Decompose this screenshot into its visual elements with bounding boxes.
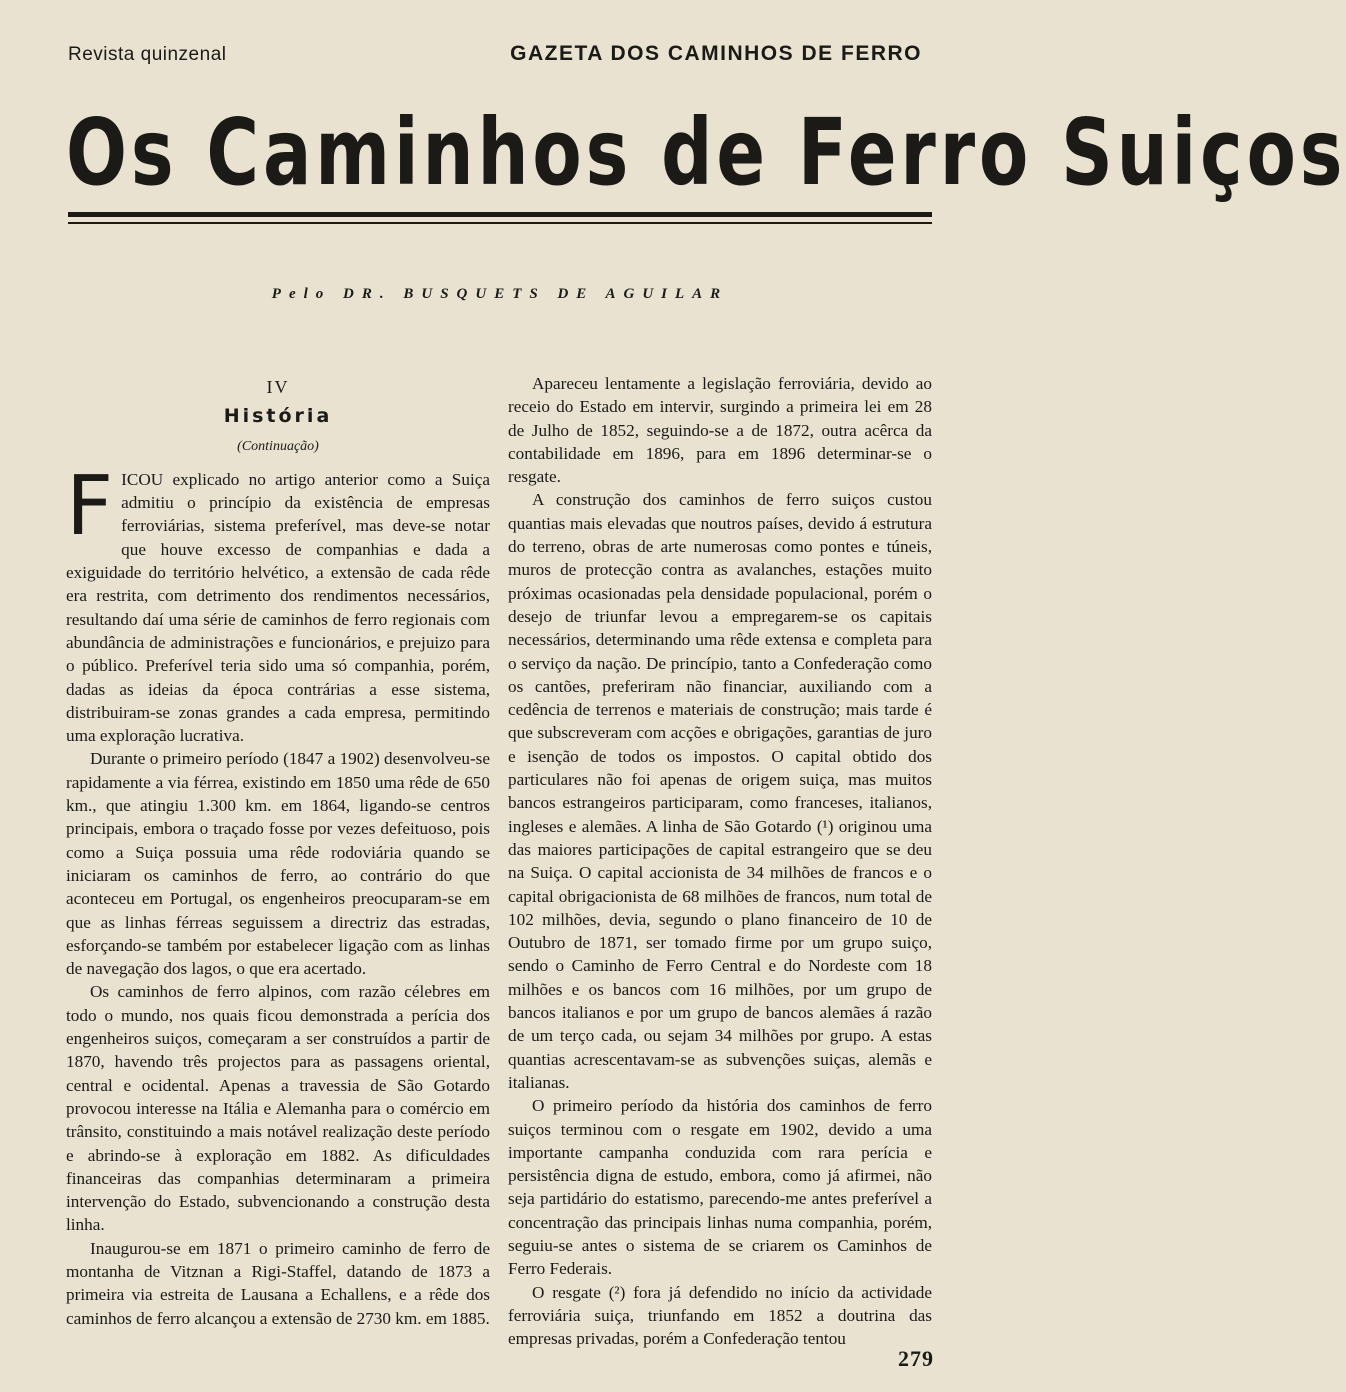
left-column (66, 372, 490, 1330)
paragraph: O resgate (²) fora já defendido no início da actividade ferroviária suiça, triunfando em 1852 a doutrina das empresas privadas, porém a Confederação tentou (508, 1282, 932, 1349)
right-column (508, 372, 932, 1350)
paragraph: A construção dos caminhos de ferro suiços custou quantias mais elevadas que noutros países, devido á estrutura do terreno, obras de arte numerosas como pontes e túneis, muros de protecção contra as avalanches, estações muito próximas ocasionadas pela densidade populacional, porém o desejo de triunfar levou a empregarem-se os capitais necessários, determinando uma rêde extensa e completa para o serviço da nação. De princípio, tanto a Confederação como os cantões, preferiram não financiar, auxiliando com a cedência de terrenos e materiais de construção; mais tarde é que subscreveram com acções e obrigações, garantias de juro e isenção de todos os impostos. O capital obtido dos particulares não foi apenas de origem suiça, mas muitos bancos estrangeiros participaram, como franceses, italianos, ingleses e alemães. A linha de São Gotardo (¹) originou uma das maiores participações de capital estrangeiro que se deu na Suiça. O capital accionista de 34 milhões de francos e o capital obrigacionista de 68 milhões de francos, num total de 102 milhões, devia, segundo o plano financeiro de 10 de Outubro de 1871, ser tomado firme por um grupo suiço, sendo o Caminho de Ferro Central e do Nordeste com 18 milhões e os bancos com 16 milhões, por um grupo de bancos italianos e por um grupo de bancos alemães á razão de um terço cada, ou sejam 34 milhões por grupo. A estas quantias acrescentavam-se as subvenções suiças, alemãs e italianas. (508, 490, 932, 1092)
title-rule-thick (68, 212, 932, 217)
paragraph: Os caminhos de ferro alpinos, com razão célebres em todo o mundo, nos quais ficou demonstrada a perícia dos engenheiros suiços, começaram a ser construídos a partir de 1870, havendo três projectos para as passagens oriental, central e ocidental. Apenas a travessia de São Gotardo provocou interesse na Itália e Alemanha para o comércio em trânsito, constituindo a mais notável realização deste período e abrindo-se à exploração em 1882. As dificuldades financeiras das companhias determinaram a primeira intervenção do Estado, subvencionando a construção desta linha. (66, 982, 490, 1235)
article-title: Os Caminhos de Ferro Suiços (66, 99, 1346, 206)
running-header-right: GAZETA DOS CAMINHOS DE FERRO (510, 42, 922, 65)
title-rule-thin (68, 222, 932, 224)
paragraph: O primeiro período da história dos caminhos de ferro suiços terminou com o resgate em 1902, devido a uma importante campanha conduzida com rara perícia e persistência digna de estudo, embora, como já afirmei, não seja partidário do estatismo, parecendo-me antes preferível a concentração das principais linhas numa companhia, porém, seguiu-se antes o sistema de se criarem os Caminhos de Ferro Federais. (508, 1096, 932, 1279)
section-number: IV (266, 377, 290, 397)
paragraph-text: ICOU explicado no artigo anterior como a Suiça admitiu o princípio da existência de empresas ferroviárias, sistema preferível, mas deve-se notar que houve excesso de companhias e dada a exiguidade do território helvético, a extensão de cada rêde era restrita, com detrimento dos rendimentos necessários, resultando daí uma série de caminhos de ferro regionais com abundância de administrações e funcionários, e prejuizo para o público. Preferível teria sido uma só companhia, porém, dadas as ideias da época contrárias a esse sistema, distribuiram-se zonas grandes a cada empresa, permitindo uma exploração lucrativa. (66, 469, 490, 746)
page-number: 279 (898, 1346, 934, 1371)
running-header-left: Revista quinzenal (68, 44, 227, 65)
paragraph: Durante o primeiro período (1847 a 1902) desenvolveu-se rapidamente a via férrea, existindo em 1850 uma rêde de 650 km., que atingiu 1.300 km. em 1864, ligando-se centros principais, embora o traçado fosse por vezes defeituoso, pois como a Suiça possuia uma rêde rodoviária quando se iniciaram os caminhos de ferro, ao contrário do que aconteceu em Portugal, os engenheiros preocuparam-se em que as linhas férreas seguissem a directriz das estradas, esforçando-se também por estabelecer ligação com as linhas de navegação dos lagos, o que era acertado. (66, 749, 490, 979)
paragraph: Inaugurou-se em 1871 o primeiro caminho de ferro de montanha de Vitznan a Rigi-Staffel, datando de 1873 a primeira via estreita de Lausana a Echallens, e a rêde dos caminhos de ferro alcançou a extensão de 2730 km. em 1885. (66, 1238, 490, 1328)
section-title: História (223, 405, 333, 428)
byline: Pelo DR. BUSQUETS DE AGUILAR (271, 286, 729, 302)
drop-cap: F (66, 458, 114, 554)
section-subtitle: (Continuação) (237, 438, 319, 454)
paragraph: Apareceu lentamente a legislação ferroviária, devido ao receio do Estado em intervir, surgindo a primeira lei em 28 de Julho de 1852, seguindo-se a de 1872, outra acêrca da contabilidade em 1896, para em 1896 determinar-se o resgate. (508, 374, 932, 487)
paragraph (66, 458, 490, 748)
